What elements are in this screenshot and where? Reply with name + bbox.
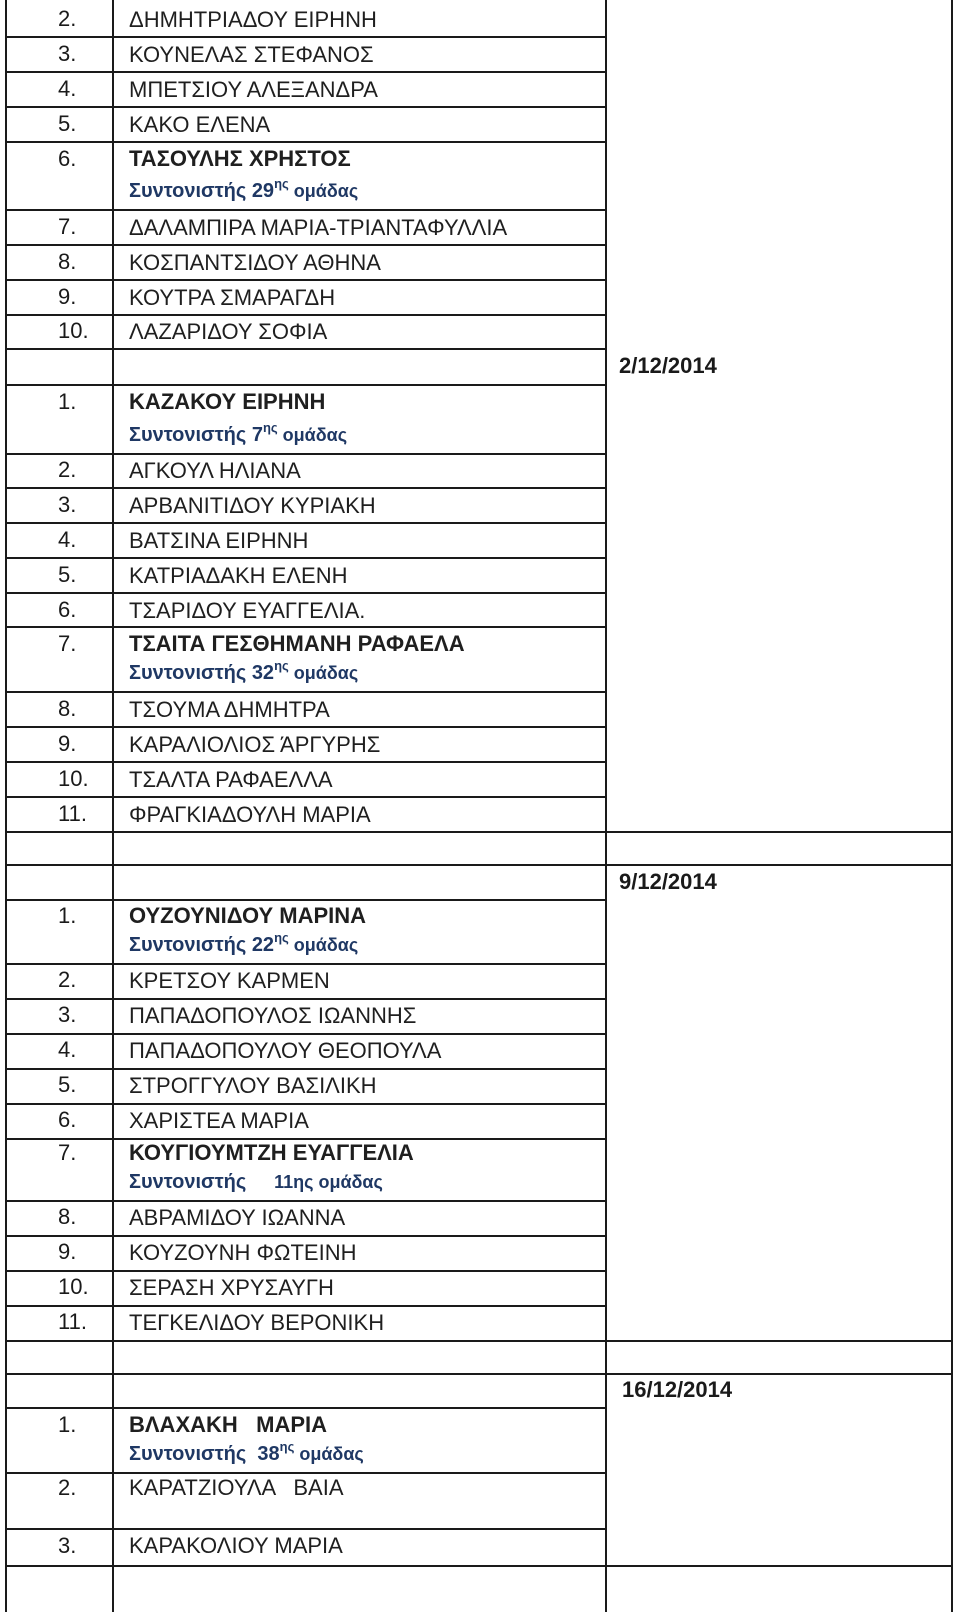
row-line — [5, 1200, 607, 1202]
participant-name: ΠΑΠΑΔΟΠΟΥΛΟΣ ΙΩΑΝΝΗΣ — [129, 1003, 417, 1028]
row-line — [5, 1340, 953, 1342]
row-line — [5, 348, 607, 350]
row-number: 8. — [58, 696, 77, 721]
participant-name: ΛΑΖΑΡΙΔΟΥ ΣΟΦΙΑ — [129, 319, 328, 344]
row-number: 1. — [58, 389, 77, 414]
table-border-left — [5, 0, 7, 1612]
column-divider-number — [112, 0, 114, 1612]
participant-name: ΚΑΡΑΚΟΛΙΟΥ ΜΑΡΙΑ — [129, 1533, 343, 1558]
participant-name: ΤΣΟΥΜΑ ΔΗΜΗΤΡΑ — [129, 697, 330, 722]
participant-name: ΣΕΡΑΣΗ ΧΡΥΣΑΥΓΗ — [129, 1275, 334, 1300]
participant-name: ΚΟΥΓΙΟΥΜΤΖΗ ΕΥΑΓΓΕΛΙΑ — [129, 1140, 414, 1165]
coordinator-label: Συντονιστής $32^{\eta\varsigma}$ ομάδας — [129, 658, 359, 684]
row-line — [5, 998, 607, 1000]
row-number: 5. — [58, 1072, 77, 1097]
table-border-right — [951, 0, 953, 1612]
row-line — [5, 592, 607, 594]
row-line — [5, 626, 607, 628]
schedule-table — [5, 0, 953, 1612]
row-number: 3. — [58, 492, 77, 517]
row-line — [5, 71, 607, 73]
participant-name: ΧΑΡΙΣΤΕΑ ΜΑΡΙΑ — [129, 1108, 309, 1133]
coordinator-label: Συντονιστής $38^{\eta\varsigma}$ ομάδας — [129, 1439, 364, 1465]
row-line — [5, 384, 607, 386]
participant-name: ΚΑΡΑΤΖΙΟΥΛΑ ΒΑΙΑ — [129, 1475, 344, 1500]
row-number: 8. — [58, 249, 77, 274]
participant-name: ΚΑΖΑΚΟΥ ΕΙΡΗΝΗ — [129, 389, 326, 414]
row-line — [5, 1528, 607, 1530]
participant-name: ΔΑΛΑΜΠΙΡΑ ΜΑΡΙΑ-ΤΡΙΑΝΤΑΦΥΛΛΙΑ — [129, 215, 508, 240]
row-line — [5, 796, 607, 798]
row-line — [5, 453, 607, 455]
participant-name: ΠΑΠΑΔΟΠΟΥΛΟΥ ΘΕΟΠΟΥΛΑ — [129, 1038, 442, 1063]
participant-name: ΚΑΡΑΛΙΟΛΙΟΣ ΆΡΓΥΡΗΣ — [129, 732, 381, 757]
row-line — [5, 106, 607, 108]
row-number: 5. — [58, 111, 77, 136]
row-number: 7. — [58, 631, 77, 656]
participant-name: ΚΑΚΟ ΕΛΕΝΑ — [129, 112, 271, 137]
row-line — [5, 209, 607, 211]
participant-name: ΚΟΥΝΕΛΑΣ ΣΤΕΦΑΝΟΣ — [129, 42, 374, 67]
participant-name: ΣΤΡΟΓΓΥΛΟΥ ΒΑΣΙΛΙΚΗ — [129, 1073, 377, 1098]
participant-name: ΒΛΑΧΑΚΗ ΜΑΡΙΑ — [129, 1412, 328, 1437]
row-number: 1. — [58, 1412, 77, 1437]
row-number: 2. — [58, 6, 77, 31]
row-number: 11. — [58, 801, 87, 826]
row-number: 6. — [58, 1107, 77, 1132]
participant-name: ΑΓΚΟΥΛ ΗΛΙΑΝΑ — [129, 458, 301, 483]
row-number: 3. — [58, 1002, 77, 1027]
row-line — [5, 726, 607, 728]
row-number: 6. — [58, 146, 77, 171]
row-number: 4. — [58, 76, 77, 101]
row-number: 9. — [58, 731, 77, 756]
participant-name: ΦΡΑΓΚΙΑΔΟΥΛΗ ΜΑΡΙΑ — [129, 802, 371, 827]
row-line — [5, 899, 607, 901]
participant-name: ΤΑΣΟΥΛΗΣ ΧΡΗΣΤΟΣ — [129, 146, 351, 171]
row-line — [5, 1407, 607, 1409]
participant-name: ΚΡΕΤΣΟΥ ΚΑΡΜΕΝ — [129, 968, 330, 993]
row-line — [5, 963, 607, 965]
row-line — [5, 831, 953, 833]
row-number: 10. — [58, 766, 89, 791]
coordinator-label: Συντονιστής $29^{\eta\varsigma}$ ομάδας — [129, 176, 359, 202]
session-date: 16/12/2014 — [622, 1377, 733, 1402]
row-number: 7. — [58, 214, 77, 239]
row-line — [5, 279, 607, 281]
row-line — [5, 557, 607, 559]
row-number: 2. — [58, 1475, 77, 1500]
row-line — [5, 1235, 607, 1237]
row-line — [5, 1033, 607, 1035]
row-line — [5, 141, 607, 143]
participant-name: ΒΑΤΣΙΝΑ ΕΙΡΗΝΗ — [129, 528, 309, 553]
row-line — [5, 244, 607, 246]
row-line — [5, 36, 607, 38]
participant-name: ΤΕΓΚΕΛΙΔΟΥ ΒΕΡΟΝΙΚΗ — [129, 1310, 385, 1335]
participant-name: ΤΣΑΡΙΔΟΥ ΕΥΑΓΓΕΛΙΑ. — [129, 598, 366, 623]
row-line — [5, 761, 607, 763]
row-number: 8. — [58, 1204, 77, 1229]
row-number: 2. — [58, 457, 77, 482]
row-line — [5, 1068, 607, 1070]
row-number: 5. — [58, 562, 77, 587]
column-divider-date — [605, 0, 607, 1612]
row-line — [5, 487, 607, 489]
participant-name: ΤΣΑΙΤΑ ΓΕΣΘΗΜΑΝΗ ΡΑΦΑΕΛΑ — [129, 631, 465, 656]
row-number: 10. — [58, 1274, 89, 1299]
participant-name: ΟΥΖΟΥΝΙΔΟΥ ΜΑΡΙΝΑ — [129, 903, 367, 928]
row-number: 11. — [58, 1309, 87, 1334]
row-number: 9. — [58, 284, 77, 309]
row-number: 6. — [58, 597, 77, 622]
row-line — [5, 1373, 953, 1375]
row-line — [5, 1472, 607, 1474]
row-line — [5, 1270, 607, 1272]
session-date: 9/12/2014 — [619, 869, 717, 894]
row-number: 9. — [58, 1239, 77, 1264]
participant-name: ΜΠΕΤΣΙΟΥ ΑΛΕΞΑΝΔΡΑ — [129, 77, 378, 102]
session-date: 2/12/2014 — [619, 353, 717, 378]
row-line — [5, 691, 607, 693]
row-number: 1. — [58, 903, 77, 928]
row-line — [5, 1565, 953, 1567]
row-number: 2. — [58, 967, 77, 992]
row-number: 3. — [58, 41, 77, 66]
participant-name: ΚΟΥΤΡΑ ΣΜΑΡΑΓΔΗ — [129, 285, 336, 310]
row-line — [5, 864, 953, 866]
row-number: 3. — [58, 1533, 77, 1558]
row-line — [5, 522, 607, 524]
row-line — [5, 1305, 607, 1307]
row-line — [5, 1103, 607, 1105]
row-number: 4. — [58, 527, 77, 552]
row-number: 10. — [58, 318, 89, 343]
participant-name: ΚΑΤΡΙΑΔΑΚΗ ΕΛΕΝΗ — [129, 563, 348, 588]
row-number: 4. — [58, 1037, 77, 1062]
row-number: 7. — [58, 1140, 77, 1165]
participant-name: ΚΟΣΠΑΝΤΣΙΔΟΥ ΑΘΗΝΑ — [129, 250, 381, 275]
participant-name: ΚΟΥΖΟΥΝΗ ΦΩΤΕΙΝΗ — [129, 1240, 357, 1265]
participant-name: ΑΡΒΑΝΙΤΙΔΟΥ ΚΥΡΙΑΚΗ — [129, 493, 376, 518]
participant-name: ΤΣΑΛΤΑ ΡΑΦΑΕΛΛΑ — [129, 767, 333, 792]
participant-name: ΑΒΡΑΜΙΔΟΥ ΙΩΑΝΝΑ — [129, 1205, 346, 1230]
participant-name: ΔΗΜΗΤΡΙΑΔΟΥ ΕΙΡΗΝΗ — [129, 7, 377, 32]
row-line — [5, 314, 607, 316]
coordinator-label: Συντονιστής 11ης ομάδας — [129, 1171, 383, 1193]
coordinator-label: Συντονιστής $22^{\eta\varsigma}$ ομάδας — [129, 930, 359, 956]
coordinator-label: Συντονιστής $7^{\eta\varsigma}$ ομάδας — [129, 420, 348, 446]
